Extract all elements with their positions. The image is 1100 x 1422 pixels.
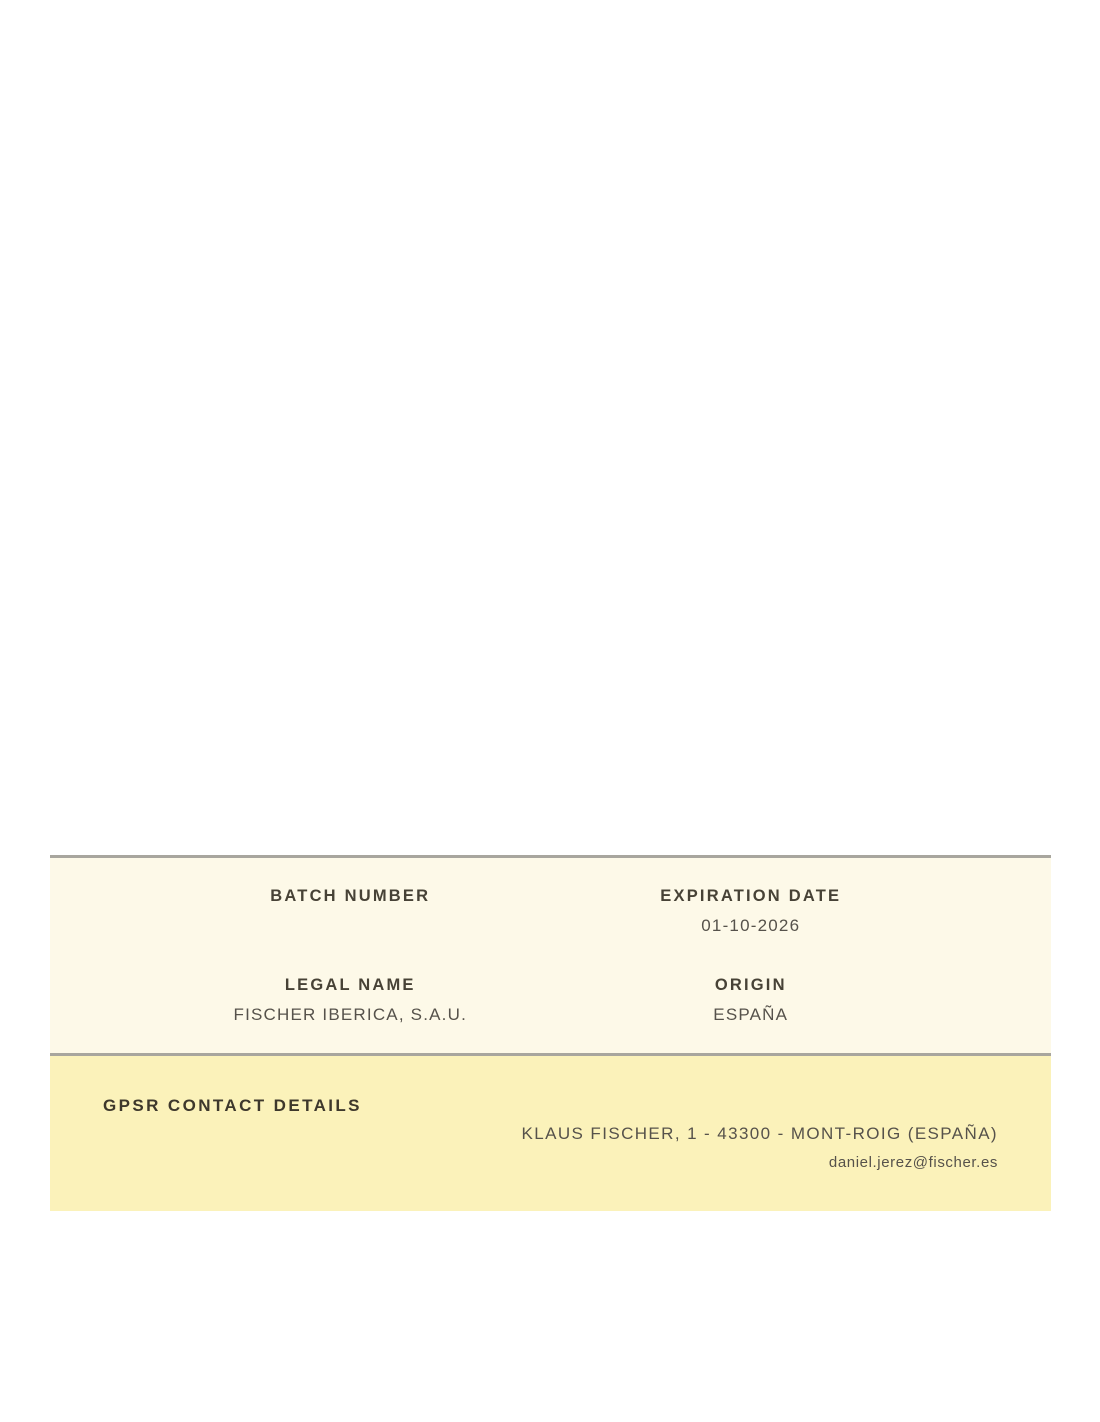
batch-number-label: BATCH NUMBER: [270, 887, 431, 905]
info-row-1: [150, 886, 951, 936]
field-batch-number: [150, 886, 551, 936]
origin-value: ESPAÑA: [713, 1005, 789, 1024]
legal-name-label: LEGAL NAME: [284, 976, 416, 994]
product-info-section: [50, 858, 1051, 1053]
field-origin: [551, 975, 952, 1025]
expiration-date-label: EXPIRATION DATE: [660, 887, 842, 905]
gpsr-address: KLAUS FISCHER, 1 - 43300 - MONT-ROIG (ESPAÑA): [521, 1124, 998, 1143]
field-expiration-date: [551, 886, 952, 936]
origin-label: ORIGIN: [714, 976, 787, 994]
gpsr-email: daniel.jerez@fischer.es: [828, 1154, 998, 1171]
batch-number-value: [150, 915, 551, 936]
legal-name-value: FISCHER IBERICA, S.A.U.: [233, 1005, 468, 1024]
gpsr-contact-section: [50, 1056, 1051, 1211]
info-row-2: [150, 975, 951, 1025]
field-legal-name: [150, 975, 551, 1025]
expiration-date-value: 01-10-2026: [701, 916, 801, 935]
product-label-panel: [50, 855, 1051, 1211]
gpsr-title: GPSR CONTACT DETAILS: [103, 1096, 362, 1115]
